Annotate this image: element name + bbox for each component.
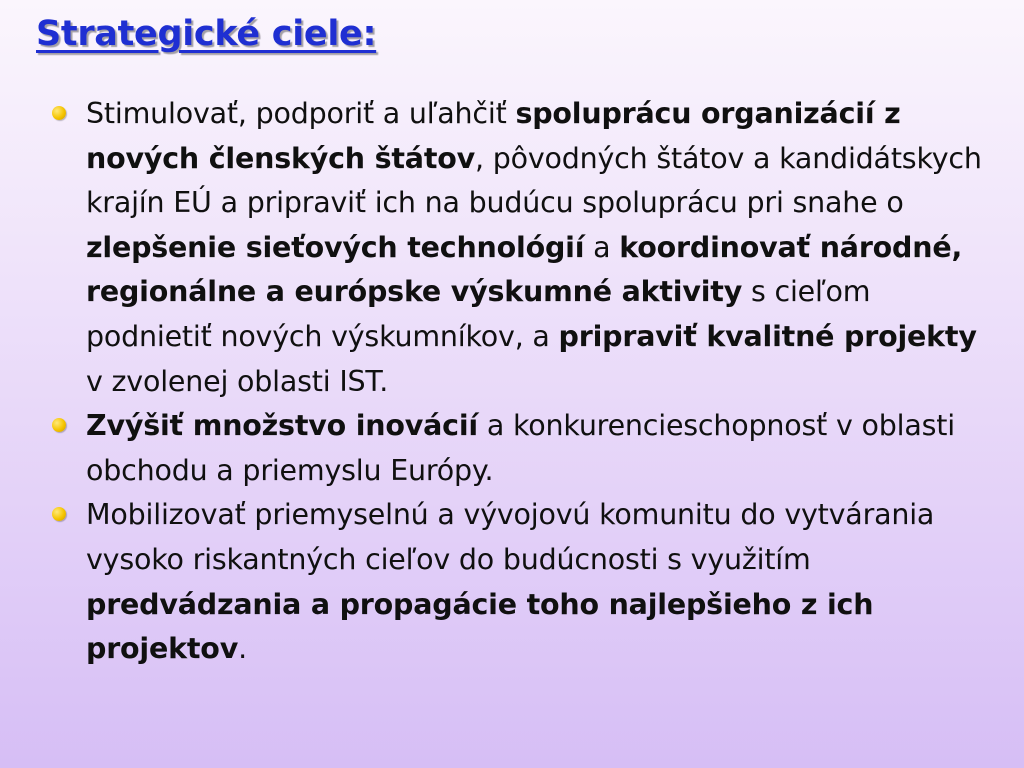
slide-title: Strategické ciele: (36, 14, 377, 54)
text-segment: s cieľom podnietiť nových výskumníkov, a (86, 275, 871, 353)
bold-text-segment: pripraviť kvalitné projekty (558, 319, 977, 353)
bullet-item (44, 404, 994, 493)
bullet-icon (52, 418, 66, 432)
bold-text-segment: koordinovať národné, regionálne a európske výskumné aktivity (86, 230, 963, 309)
text-segment: a (584, 230, 620, 264)
text-segment: . (238, 632, 247, 666)
bullet-icon (52, 106, 66, 120)
bullet-icon (52, 507, 66, 521)
bullet-item (44, 92, 994, 404)
text-segment: a konkurencieschopnosť v oblasti obchodu a priemyslu Európy. (86, 409, 955, 487)
text-segment: Mobilizovať priemyselnú a vývojovú komunitu do vytvárania vysoko riskantných cieľov do budúcnosti s využitím (86, 498, 935, 576)
text-segment: Stimulovať, podporiť a uľahčiť (86, 97, 516, 130)
bullet-list (44, 92, 994, 672)
bold-text-segment: Zvýšiť množstvo inovácií (86, 409, 479, 443)
text-segment: , pôvodných štátov a kandidátskych krajín EÚ a pripraviť ich na budúcu spoluprácu pri snahe o (86, 141, 982, 220)
bullet-item (44, 493, 994, 671)
bold-text-segment: zlepšenie sieťových technológií (86, 230, 585, 264)
bold-text-segment: predvádzania a propagácie toho najlepšieho z ich projektov (86, 587, 874, 666)
bold-text-segment: spoluprácu organizácií z nových členských štátov (86, 97, 901, 175)
text-segment: v zvolenej oblasti IST. (86, 364, 389, 398)
